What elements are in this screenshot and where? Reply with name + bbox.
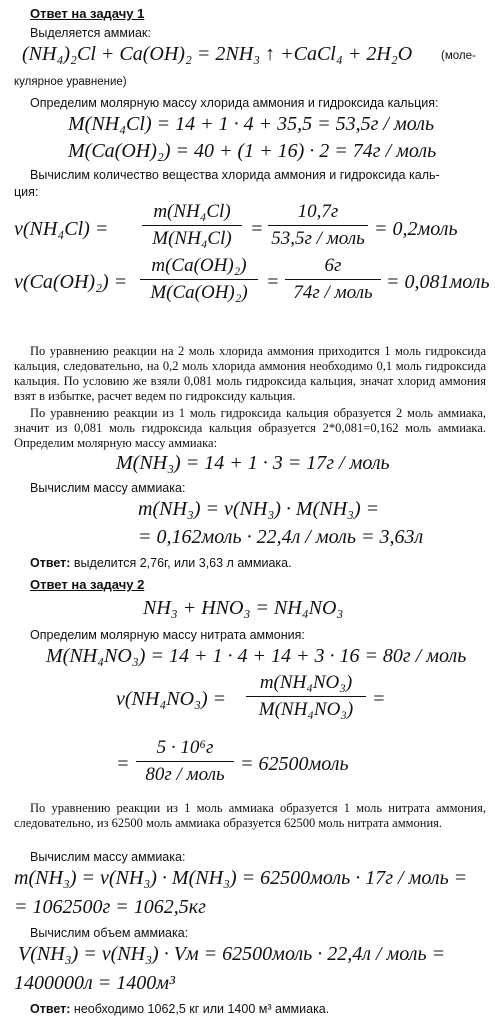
answer-text: необходимо 1062,5 кг или 1400 м³ аммиака. (70, 1002, 330, 1016)
mass-intro-2: Вычислим массу аммиака: (30, 850, 186, 864)
equals-sign: = (250, 218, 264, 240)
task2-heading: Ответ на задачу 2 (30, 577, 145, 592)
mass-nh3-result-2: = 1062500г = 1062,5кг (14, 896, 206, 918)
nu-caoh2-lhs: ν(Ca(OH)₂) = (14, 271, 128, 293)
equals-sign-lead: = (116, 753, 130, 775)
answer-task1 (30, 556, 292, 570)
paragraph-nitrate-ratio: По уравнению реакции из 1 моль аммиака образуется 1 моль нитрата аммония, следовательно, из 62500 моль аммиака образуется 62500 моль нитрата аммония. (14, 801, 486, 830)
ammonia-mass-intro: Вычислим массу аммиака: (30, 481, 186, 495)
fraction-numerator: 10,7г (268, 201, 368, 226)
molar-mass-caoh2: M(Ca(OH)₂) = 40 + (1 + 16) · 2 = 74г / моль (68, 140, 437, 162)
nu-nh4cl-result: = 0,2моль (374, 218, 458, 240)
equals-sign: = (266, 271, 280, 293)
fraction-numerator: m(Ca(OH)₂) (140, 255, 258, 280)
molar-mass-nh3: M(NH₃) = 14 + 1 · 3 = 17г / моль (116, 452, 390, 474)
mass-nh3-result: = 0,162моль · 22,4л / моль = 3,63л (138, 526, 424, 548)
fraction-numerator: 5 · 10⁶г (136, 737, 234, 762)
molar-mass-intro: Определим молярную массу хлорида аммония и гидроксида кальция: (30, 96, 439, 110)
molar-mass-nh4no3: M(NH₄NO₃) = 14 + 1 · 4 + 14 + 3 · 16 = 80г / моль (46, 645, 467, 667)
fraction-denominator: 74г / моль (293, 282, 373, 303)
paragraph-excess-reasoning: По уравнению реакции на 2 моль хлорида аммония приходится 1 моль гидроксида кальция, следовательно, на 0,2 моль хлорида аммония необходимо 0,1 моль гидроксида кальция. По условию же взяли 0,081 моль гидроксида кальция, значат хлорид аммония взят в избытке, расчет ведем по гидроксиду кальция. (14, 344, 486, 403)
molar-mass-nh4cl: M(NH₄Cl) = 14 + 1 · 4 + 35,5 = 53,5г / моль (68, 113, 435, 135)
volume-nh3-formula: V(NH₃) = ν(NH₃) · Vм = 62500моль · 22,4л / моль = (18, 943, 446, 965)
answer-label: Ответ: (30, 556, 71, 570)
nu-nh4no3-result: = 62500моль (240, 753, 349, 775)
mass-nh3-formula: m(NH₃) = ν(NH₃) · M(NH₃) = (138, 498, 380, 520)
fraction-values-nh4cl (268, 201, 368, 250)
equals-sign: = (372, 688, 386, 710)
molecular-note-2: кулярное уравнение) (14, 76, 127, 88)
fraction-values-nh4no3 (136, 737, 234, 786)
fraction-denominator: 80г / моль (145, 764, 225, 785)
nu-nh4no3-lhs: ν(NH₄NO₃) = (116, 688, 227, 710)
fraction-values-caoh2 (285, 255, 381, 304)
fraction-m-over-M-nh4cl (142, 201, 242, 250)
fraction-numerator: 6г (285, 255, 381, 280)
fraction-denominator: M(Ca(OH)₂) (150, 282, 248, 303)
fraction-numerator: m(NH₄Cl) (142, 201, 242, 226)
paragraph-ammonia-amount: По уравнению реакции из 1 моль гидроксида кальция образуется 2 моль аммиака, значит из 0,081 моль гидроксида кальция образуется 2*0,081=0,162 моль аммиака. Определим молярную массу аммиака: (14, 406, 486, 450)
fraction-denominator: M(NH₄Cl) (152, 228, 232, 249)
answer-label: Ответ: (30, 1002, 71, 1016)
quantity-intro-line2: ция: (14, 185, 39, 199)
answer-task2 (30, 1002, 329, 1016)
reaction-equation-1: (NH₄)₂Cl + Ca(OH)₂ = 2NH₃ ↑ +CaCl₄ + 2H₂O (22, 43, 413, 65)
nu-nh4cl-lhs: ν(NH₄Cl) = (14, 218, 109, 240)
nitrate-molar-mass-intro: Определим молярную массу нитрата аммония: (30, 628, 305, 642)
quantity-intro-line1: Вычислим количество вещества хлорида аммония и гидроксида каль- (30, 168, 440, 182)
molecular-note-1: (моле- (441, 50, 476, 62)
fraction-m-over-M-nh4no3 (246, 672, 366, 721)
nu-caoh2-result: = 0,081моль (386, 271, 490, 293)
volume-nh3-result: 1400000л = 1400м³ (14, 972, 175, 994)
volume-intro: Вычислим объем аммиака: (30, 926, 189, 940)
reaction-equation-2: NH₃ + HNO₃ = NH₄NO₃ (143, 597, 344, 619)
answer-text: выделится 2,76г, или 3,63 л аммиака. (70, 556, 292, 570)
task1-heading: Ответ на задачу 1 (30, 6, 145, 21)
mass-nh3-formula-2: m(NH₃) = ν(NH₃) · M(NH₃) = 62500моль · 17г / моль = (14, 867, 468, 889)
ammonia-released-text: Выделяется аммиак: (30, 26, 151, 40)
fraction-denominator: M(NH₄NO₃) (258, 699, 354, 720)
fraction-numerator: m(NH₄NO₃) (246, 672, 366, 697)
fraction-m-over-M-caoh2 (140, 255, 258, 304)
fraction-denominator: 53,5г / моль (271, 228, 365, 249)
